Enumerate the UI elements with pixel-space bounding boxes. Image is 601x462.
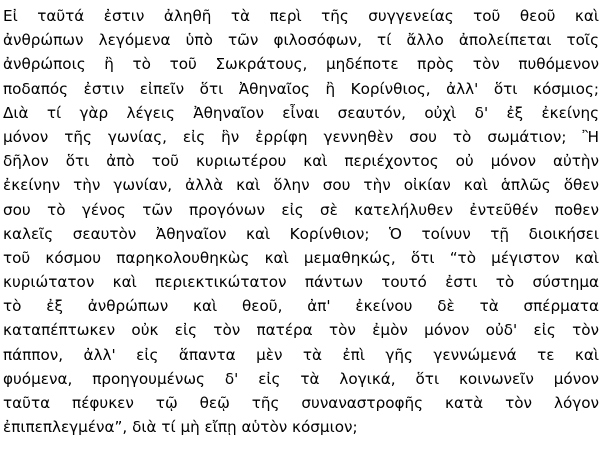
text-line-18: ἐπιπεπλεγμένα”, διὰ τί μὴ εἴπῃ αὑτὸν κόσμιον; xyxy=(3,418,358,437)
text-line-10: καλεῖς σεαυτὸν Ἀθηναῖον καὶ Κορίνθιον; Ὁ τοίνυν τῇ διοικήσει xyxy=(3,224,599,243)
text-line-6: μόνον τῆς γωνίας, εἰς ἣν ἐρρίφη γεννηθὲν σου τὸ σωμάτιον; Ἢ xyxy=(3,127,599,146)
text-line-17: ταῦτα πέφυκεν τῷ θεῷ τῆς συναναστροφῆς κατὰ τὸν λόγον xyxy=(3,394,599,412)
text-line-7: δῆλον ὅτι ἀπὸ τοῦ κυριωτέρου καὶ περιέχοντος οὐ μόνον αὐτὴν xyxy=(3,152,599,171)
text-line-4: ποδαπός ἐστιν εἰπεῖν ὅτι Ἀθηναῖος ἢ Κορίνθιος, ἀλλ' ὅτι κόσμιος; xyxy=(3,79,599,98)
text-line-1: Εἰ ταῦτά ἐστιν ἀληθῆ τὰ περὶ τῆς συγγενείας τοῦ θεοῦ καὶ xyxy=(3,7,599,25)
text-line-12: κυριώτατον καὶ περιεκτικώτατον πάντων τουτό ἐστι τὸ σύστημα xyxy=(3,273,599,292)
text-line-2: ἀνθρώπων λεγόμενα ὑπὸ τῶν φιλοσόφων, τί ἄλλο ἀπολείπεται τοῖς xyxy=(3,31,599,50)
greek-text-passage xyxy=(3,4,599,439)
text-line-11: τοῦ κόσμου παρηκολουθηκὼς καὶ μεμαθηκώς, ὅτι “τὸ μέγιστον καὶ xyxy=(3,248,599,267)
text-line-8: ἐκείνην τὴν γωνίαν, ἀλλὰ καὶ ὅλην σου τὴν οἰκίαν καὶ ἁπλῶς ὅθεν xyxy=(3,176,599,195)
text-line-5: Διὰ τί γὰρ λέγεις Ἀθηναῖον εἶναι σεαυτόν, οὐχὶ δ' ἐξ ἐκείνης xyxy=(3,103,599,122)
text-line-14: καταπέπτωκεν οὐκ εἰς τὸν πατέρα τὸν ἐμὸν μόνον οὐδ' εἰς τὸν xyxy=(3,321,599,340)
text-line-9: σου τὸ γένος τῶν προγόνων εἰς σὲ κατελήλυθεν ἐντεῦθέν ποθεν xyxy=(3,200,599,219)
text-line-13: τὸ ἐξ ἀνθρώπων καὶ θεοῦ, ἀπ' ἐκείνου δὲ τὰ σπέρματα xyxy=(3,297,599,316)
text-line-16: φυόμενα, προηγουμένως δ' εἰς τὰ λογικά, ὅτι κοινωνεῖν μόνον xyxy=(3,369,599,388)
text-line-3: ἀνθρώποις ἢ τὸ τοῦ Σωκράτους, μηδέποτε πρὸς τὸν πυθόμενον xyxy=(3,55,599,74)
text-line-15: πάππον, ἀλλ' εἰς ἅπαντα μὲν τὰ ἐπὶ γῆς γεννώμενά τε καὶ xyxy=(3,345,599,364)
